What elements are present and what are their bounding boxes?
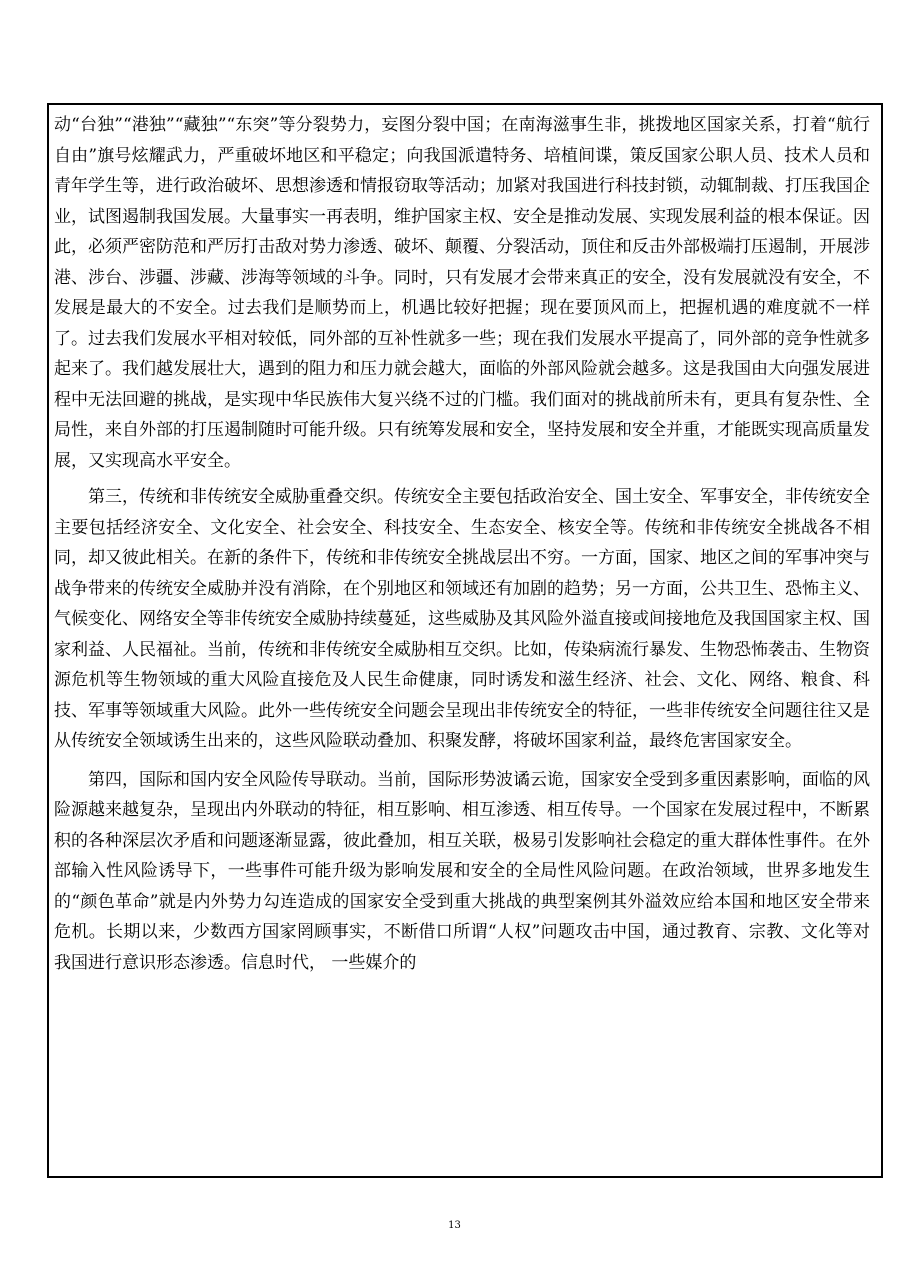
page-number: 13 [448,1220,461,1231]
paragraph-continuation: 动“台独”“港独”“藏独”“东突”等分裂势力，妄图分裂中国；在南海滋事生非，挑拨地区国家关系，打着“航行自由”旗号炫耀武力，严重破坏地区和平稳定；向我国派遣特务、培植间谍，策反国家公职人员、技术人员和青年学生等，进行政治破坏、思想渗透和情报窃取等活动；加紧对我国进行科技封锁，动辄制裁、打压我国企业，试图遏制我国发展。大量事实一再表明，维护国家主权、安全是推动发展、实现发展利益的根本保证。因此，必须严密防范和严厉打击敌对势力渗透、破坏、颠覆、分裂活动，顶住和反击外部极端打压遏制，开展涉港、涉台、涉疆、涉藏、涉海等领域的斗争。同时，只有发展才会带来真正的安全，没有发展就没有安全，不发展是最大的不安全。过去我们是顺势而上，机遇比较好把握；现在要顶风而上，把握机遇的难度就不一样了。过去我们发展水平相对较低，同外部的互补性就多一些；现在我们发展水平提高了，同外部的竞争性就多起来了。我们越发展壮大，遇到的阻力和压力就会越大，面临的外部风险就会越多。这是我国由大向强发展进程中无法回避的挑战，是实现中华民族伟大复兴绕不过的门槛。我们面对的挑战前所未有，更具有复杂性、全局性，来自外部的打压遏制随时可能升级。只有统筹发展和安全，坚持发展和安全并重，才能既实现高质量发展，又实现高水平安全。 [54,115,870,471]
paragraph-third-point: 第三，传统和非传统安全威胁重叠交织。传统安全主要包括政治安全、国土安全、军事安全，非传统安全主要包括经济安全、文化安全、社会安全、科技安全、生态安全、核安全等。传统和非传统安全挑战各不相同，却又彼此相关。在新的条件下，传统和非传统安全挑战层出不穷。一方面，国家、地区之间的军事冲突与战争带来的传统安全威胁并没有消除，在个别地区和领域还有加剧的趋势；另一方面，公共卫生、恐怖主义、气候变化、网络安全等非传统安全威胁持续蔓延，这些威胁及其风险外溢直接或间接地危及我国国家主权、国家利益、人民福祉。当前，传统和非传统安全威胁相互交织。比如，传染病流行暴发、生物恐怖袭击、生物资源危机等生物领域的重大风险直接危及人民生命健康，同时诱发和滋生经济、社会、文化、网络、粮食、科技、军事等领域重大风险。此外一些传统安全问题会呈现出非传统安全的特征，一些非传统安全问题往往又是从传统安全领域诱生出来的，这些风险联动叠加、积聚发酵，将破坏国家利益，最终危害国家安全。 [54,487,870,751]
paragraph-fourth-point: 第四，国际和国内安全风险传导联动。当前，国际形势波谲云诡，国家安全受到多重因素影响，面临的风险源越来越复杂，呈现出内外联动的特征，相互影响、相互渗透、相互传导。一个国家在发展过程中，不断累积的各种深层次矛盾和问题逐渐显露，彼此叠加，相互关联，极易引发影响社会稳定的重大群体性事件。在外部输入性风险诱导下，一些事件可能升级为影响发展和安全的全局性风险问题。在政治领域，世界多地发生的“颜色革命”就是内外势力勾连造成的国家安全受到重大挑战的典型案例其外溢效应给本国和地区安全带来危机。长期以来，少数西方国家罔顾事实，不断借口所谓“人权”问题攻击中国，通过教育、宗教、文化等对我国进行意识形态渗透。信息时代， 一些媒介的 [54,769,870,973]
document-body [54,110,870,978]
